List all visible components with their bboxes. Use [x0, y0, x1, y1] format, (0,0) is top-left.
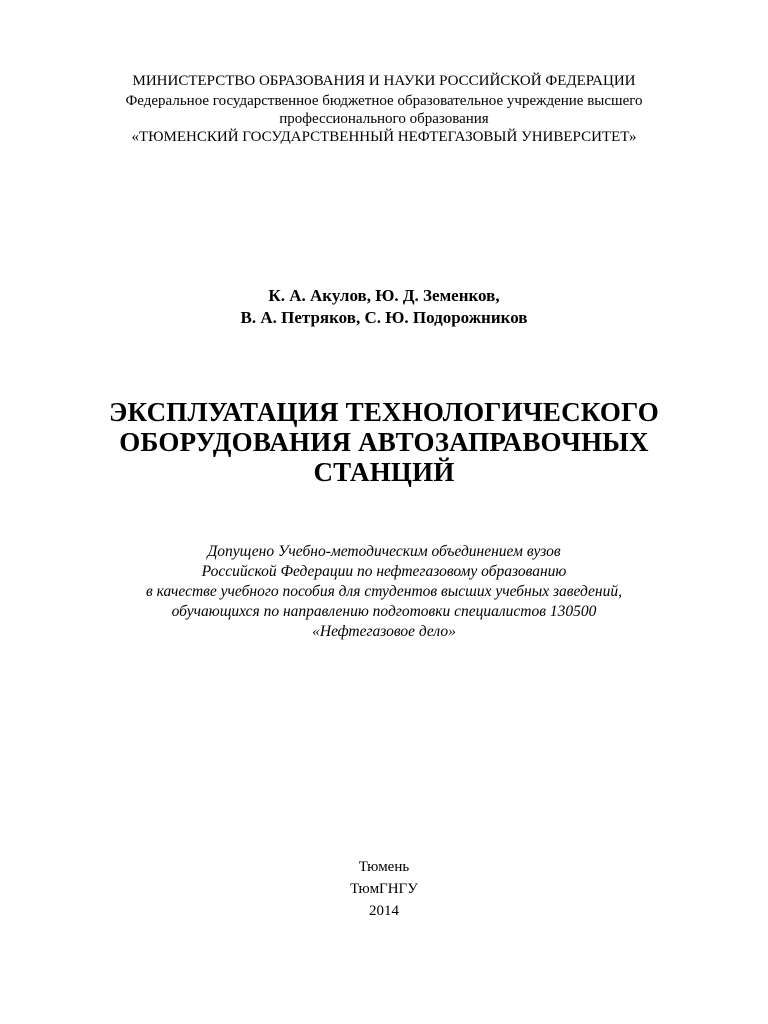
authors-line-1: К. А. Акулов, Ю. Д. Земенков, [268, 286, 500, 305]
authors-line-2: В. А. Петряков, С. Ю. Подорожников [240, 308, 528, 327]
institution-type-line-continued: профессионального образования [279, 111, 489, 127]
imprint-publisher: ТюмГНГУ [350, 881, 418, 897]
institution-type-line: Федеральное государственное бюджетное образовательное учреждение высшего [125, 93, 643, 109]
title-line-3: СТАНЦИЙ [313, 457, 455, 487]
approval-line-4: обучающихся по направлению подготовки специалистов 130500 [171, 603, 597, 620]
title-line-2: ОБОРУДОВАНИЯ АВТОЗАПРАВОЧНЫХ [119, 427, 649, 457]
approval-line-1: Допущено Учебно-методическим объединением вузов [207, 543, 561, 560]
approval-line-2: Российской Федерации по нефтегазовому образованию [201, 563, 567, 580]
university-name: «ТЮМЕНСКИЙ ГОСУДАРСТВЕННЫЙ НЕФТЕГАЗОВЫЙ УНИВЕРСИТЕТ» [131, 129, 637, 145]
approval-line-5: «Нефтегазовое дело» [312, 623, 456, 640]
ministry-line: МИНИСТЕРСТВО ОБРАЗОВАНИЯ И НАУКИ РОССИЙСКОЙ ФЕДЕРАЦИИ [132, 73, 636, 89]
imprint-city: Тюмень [358, 859, 410, 875]
title-line-1: ЭКСПЛУАТАЦИЯ ТЕХНОЛОГИЧЕСКОГО [108, 397, 660, 427]
imprint-year: 2014 [369, 903, 399, 919]
approval-line-3: в качестве учебного пособия для студентов высших учебных заведений, [146, 583, 622, 600]
